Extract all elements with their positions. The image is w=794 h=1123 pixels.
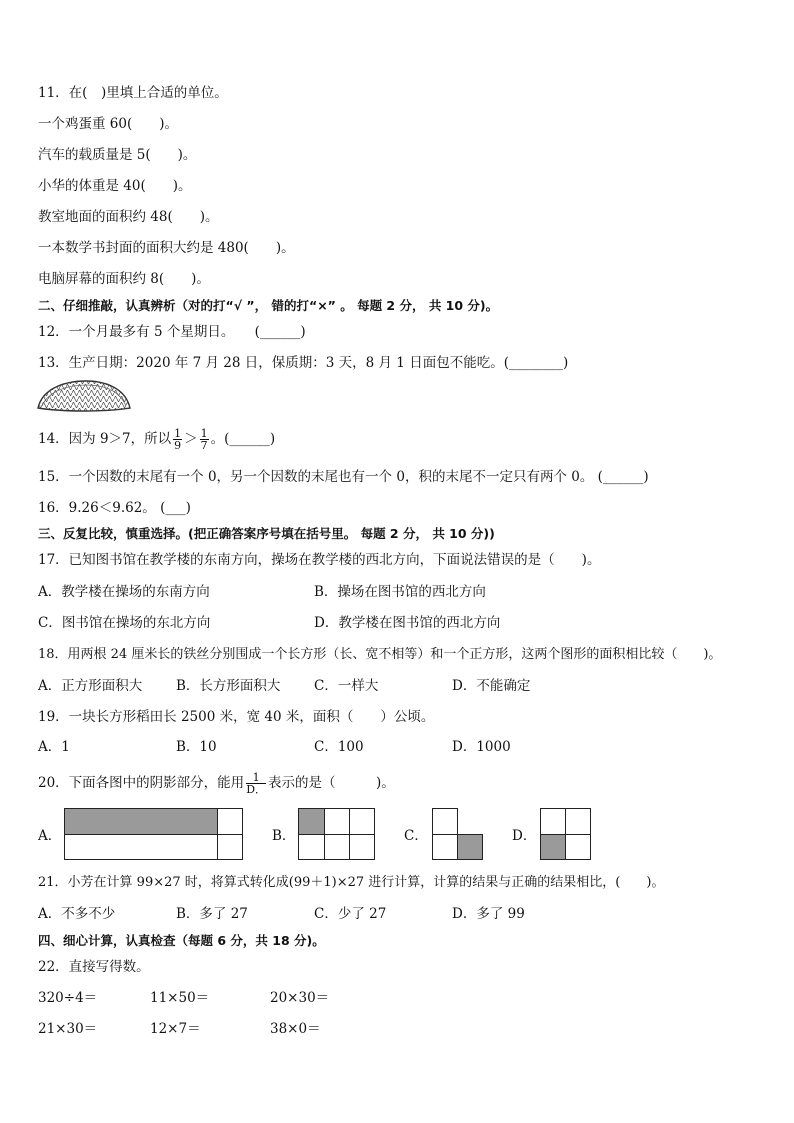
q22-expr-5: 12×7＝ xyxy=(150,1021,201,1037)
q22-title: 22．直接写得数。 xyxy=(38,959,150,975)
q22-expr-6: 38×0＝ xyxy=(270,1021,321,1037)
q20-figure-c xyxy=(432,808,483,860)
section-3-heading: 三、反复比较，慎重选择。(把正确答案序号填在括号里。 每题 2 分， 共 10 分)) xyxy=(38,526,495,541)
q18-option-a: A．正方形面积大 xyxy=(38,678,143,694)
q13: 13．生产日期：2020 年 7 月 28 日，保质期：3 天，8 月 1 日面包不能吃。(________) xyxy=(38,355,569,371)
figure-d-cell xyxy=(565,808,591,835)
q12: 12．一个月最多有 5 个星期日。 (______) xyxy=(38,324,306,340)
q19-option-c: C．100 xyxy=(314,739,364,755)
q22-expr-3: 20×30＝ xyxy=(270,990,330,1006)
section-4-heading: 四、细心计算，认真检查（每题 6 分，共 18 分)。 xyxy=(38,933,325,948)
q19-option-b: B．10 xyxy=(176,739,217,755)
q15: 15．一个因数的末尾有一个 0，另一个因数的末尾也有一个 0，积的末尾不一定只有两个 0。 (______) xyxy=(38,469,649,485)
q20-option-d-label: D． xyxy=(512,828,537,844)
q11-item-4: 教室地面的面积约 48( )。 xyxy=(38,209,219,225)
q14 xyxy=(38,428,275,451)
q22-expr-1: 320÷4＝ xyxy=(38,990,98,1006)
figure-a-cell xyxy=(217,808,243,835)
q20-numerator: 1 xyxy=(246,772,266,784)
fraction-one-seventh xyxy=(200,428,209,451)
figure-a-shaded-cell xyxy=(64,808,218,835)
q17-option-a: A．教学楼在操场的东南方向 xyxy=(38,584,210,600)
figure-c-cell xyxy=(432,834,458,860)
figure-c-shaded-cell xyxy=(457,834,483,860)
q21-option-d: D．多了 99 xyxy=(452,906,525,922)
q19-stem: 19．一块长方形稻田长 2500 米，宽 40 米，面积（ ）公顷。 xyxy=(38,709,435,725)
q18-option-b: B．长方形面积大 xyxy=(176,678,281,694)
q11-item-1: 一个鸡蛋重 60( )。 xyxy=(38,116,179,132)
figure-d-shaded-cell xyxy=(540,834,566,860)
q16: 16．9.26＜9.62。 (___) xyxy=(38,500,191,516)
q14-prefix: 14．因为 9＞7，所以 xyxy=(38,431,172,447)
q20-denominator: D． xyxy=(246,783,267,796)
q20-stem xyxy=(38,772,395,795)
q20-suffix: 表示的是（ )。 xyxy=(268,775,395,791)
q20-figure-b xyxy=(298,808,375,860)
q21-option-c: C．少了 27 xyxy=(314,906,387,922)
figure-b-cell xyxy=(349,808,375,835)
q18-option-d: D．不能确定 xyxy=(452,678,531,694)
q14-numerator-1: 1 xyxy=(174,427,182,440)
q20-option-a-label: A． xyxy=(38,828,62,844)
q20-figure-d xyxy=(540,808,591,860)
q14-numerator-2: 1 xyxy=(200,427,208,440)
q20-prefix: 20．下面各图中的阴影部分，能用 xyxy=(38,775,245,791)
q11-title: 11．在( )里填上合适的单位。 xyxy=(38,85,228,101)
figure-a-cell xyxy=(64,834,218,860)
figure-c-cell xyxy=(432,808,458,835)
figure-b-cell xyxy=(324,808,350,835)
q19-option-a: A．1 xyxy=(38,739,70,755)
bread-slice-illustration xyxy=(36,378,132,414)
q17-stem: 17．已知图书馆在教学楼的东南方向，操场在教学楼的西北方向，下面说法错误的是（ )。 xyxy=(38,552,601,568)
q14-suffix: 。(______) xyxy=(210,431,276,447)
figure-d-cell xyxy=(540,808,566,835)
fraction-one-ninth xyxy=(173,428,182,451)
figure-b-cell xyxy=(324,834,350,860)
figure-a-cell xyxy=(217,834,243,860)
q20-option-c-label: C． xyxy=(404,828,428,844)
q20-option-b-label: B． xyxy=(272,828,296,844)
q21-option-b: B．多了 27 xyxy=(176,906,248,922)
section-2-heading: 二、仔细推敲，认真辨析（对的打“√ ”， 错的打“×” 。 每题 2 分， 共 10 分)。 xyxy=(38,298,499,313)
q17-option-b: B．操场在图书馆的西北方向 xyxy=(314,584,486,600)
q22-expr-4: 21×30＝ xyxy=(38,1021,98,1037)
q11-item-6: 电脑屏幕的面积约 8( )。 xyxy=(38,271,210,287)
q21-stem: 21．小芳在计算 99×27 时，将算式转化成(99＋1)×27 进行计算，计算的结果与正确的结果相比，( )。 xyxy=(38,875,665,890)
q21-option-a: A．不多不少 xyxy=(38,906,116,922)
figure-b-cell xyxy=(298,834,325,860)
figure-b-shaded-cell xyxy=(298,808,325,835)
figure-d-cell xyxy=(565,834,591,860)
q14-denominator-2: 7 xyxy=(200,439,208,452)
q20-figure-a xyxy=(64,808,243,860)
q11-item-3: 小华的体重是 40( )。 xyxy=(38,178,192,194)
q18-stem: 18．用两根 24 厘米长的铁丝分别围成一个长方形（长、宽不相等）和一个正方形，这两个图形的面积相比较（ )。 xyxy=(38,647,722,662)
q18-option-c: C．一样大 xyxy=(314,678,379,694)
q11-item-5: 一本数学书封面的面积大约是 480( )。 xyxy=(38,240,295,256)
q19-option-d: D．1000 xyxy=(452,739,511,755)
q22-expr-2: 11×50＝ xyxy=(150,990,210,1006)
q11-item-2: 汽车的载质量是 5( )。 xyxy=(38,147,197,163)
fraction-one-quarter xyxy=(246,772,266,795)
q14-greater-sign: ＞ xyxy=(184,431,198,447)
figure-b-cell xyxy=(349,834,375,860)
q17-option-c: C．图书馆在操场的东北方向 xyxy=(38,615,211,631)
q17-option-d: D．教学楼在图书馆的西北方向 xyxy=(314,615,501,631)
q14-denominator-1: 9 xyxy=(174,439,182,452)
